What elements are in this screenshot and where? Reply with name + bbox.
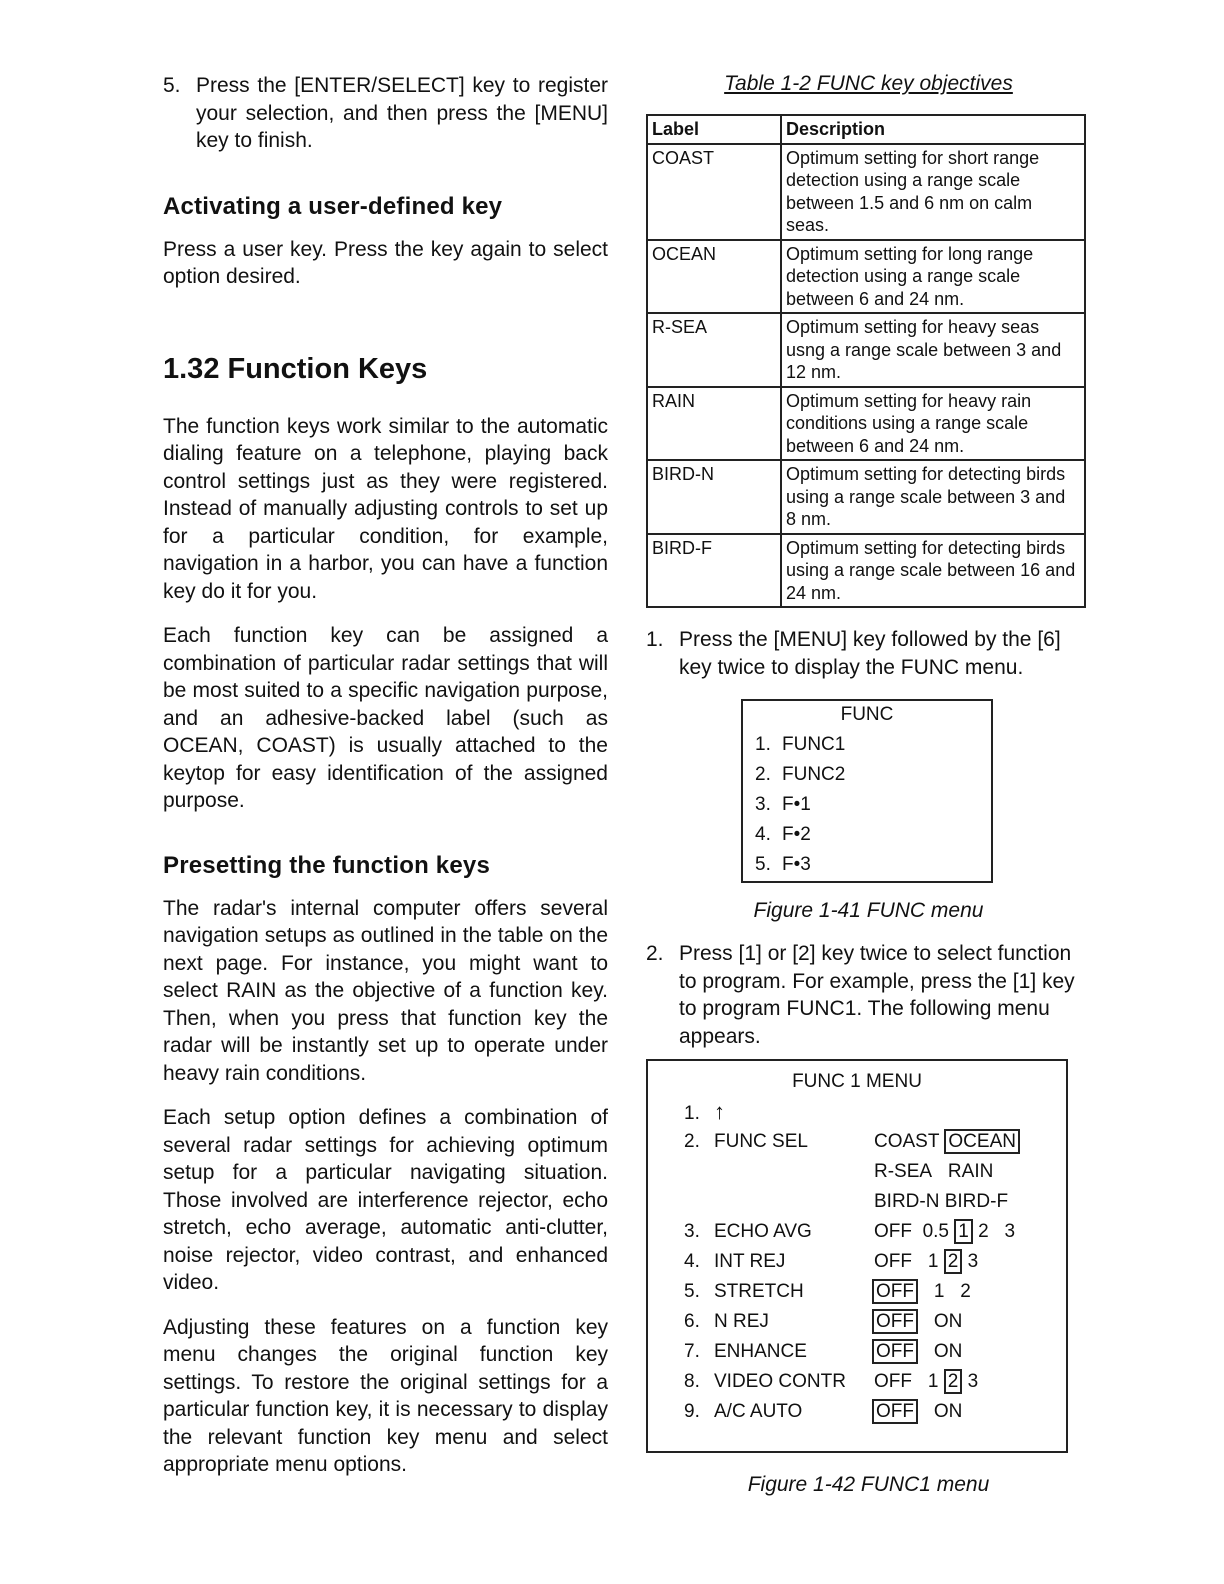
menu-item-label: N REJ — [714, 1311, 769, 1332]
table-cell-description: Optimum setting for heavy rain conditions using a range scale between 6 and 24 nm. — [781, 387, 1085, 461]
func-menu-item — [743, 760, 991, 790]
func-objectives-table — [646, 114, 1086, 608]
up-arrow-icon: ↑ — [714, 1099, 725, 1124]
menu-item-label: FUNC2 — [782, 764, 846, 785]
func1-menu-title: FUNC 1 MENU — [792, 1071, 922, 1092]
func-menu-item — [743, 730, 991, 760]
table-row — [647, 313, 1085, 387]
figure-42-caption: Figure 1-42 FUNC1 menu — [747, 1473, 990, 1496]
option-value: ON — [933, 1401, 963, 1422]
menu-item-number: 1. — [755, 734, 771, 755]
table-row — [647, 240, 1085, 314]
option-value: OFF — [874, 1251, 912, 1272]
step-number: 5. — [163, 74, 181, 97]
paragraph-restore-settings: Adjusting these features on a function key menu changes the original function key settings. To restore the original settings for a particular function key, it is necessary to display the relevant function key menu and select appropriate menu options. — [163, 1315, 608, 1476]
paragraph-user-key: Press a user key. Press the key again to select option desired. — [163, 237, 608, 288]
menu-item-label: INT REJ — [714, 1251, 786, 1272]
option-value: 1 — [927, 1251, 939, 1272]
option-value: COAST — [874, 1131, 940, 1152]
menu-item-number: 3. — [755, 794, 771, 815]
table-row — [647, 460, 1085, 534]
menu-item-label: F•1 — [782, 794, 811, 815]
func-menu-item — [743, 790, 991, 820]
table-cell-description: Optimum setting for short range detection using a range scale between 1.5 and 6 nm on calm seas. — [781, 144, 1085, 240]
figure-41-caption: Figure 1-41 FUNC menu — [753, 899, 984, 922]
table-cell-description: Optimum setting for detecting birds using a range scale between 16 and 24 nm. — [781, 534, 1085, 608]
table-cell-description: Optimum setting for heavy seas usng a range scale between 3 and 12 nm. — [781, 313, 1085, 387]
table-cell-label: COAST — [647, 144, 781, 240]
option-selected: 1 — [954, 1219, 973, 1244]
option-value: BIRD-F — [944, 1191, 1009, 1212]
option-value: 3 — [1004, 1221, 1016, 1242]
option-value: 3 — [967, 1251, 979, 1272]
menu-item-number: 4. — [684, 1251, 700, 1272]
heading-presetting: Presetting the function keys — [163, 851, 490, 879]
heading-activating-user-key: Activating a user-defined key — [163, 192, 503, 220]
option-value: OFF — [874, 1371, 912, 1392]
table-cell-label: BIRD-N — [647, 460, 781, 534]
step-text: Press the [MENU] key followed by the [6] key twice to display the FUNC menu. — [679, 628, 1061, 679]
table-header-label: Label — [647, 115, 781, 144]
func1-menu-row — [648, 1247, 1066, 1277]
step-number: 2. — [646, 942, 664, 965]
menu-item-label: STRETCH — [714, 1281, 804, 1302]
table-caption — [646, 72, 1091, 96]
func-menu-item — [743, 820, 991, 850]
menu-item-label: F•3 — [782, 854, 811, 875]
option-value: 1 — [933, 1281, 945, 1302]
menu-item-number: 2. — [755, 764, 771, 785]
step-5 — [163, 72, 608, 155]
step-text: Press [1] or [2] key twice to select function to program. For example, press the [1] key to program FUNC1. The following menu appears. — [679, 942, 1075, 1048]
table-row — [647, 144, 1085, 240]
option-value: R-SEA — [874, 1161, 933, 1182]
paragraph-preset-setups: The radar's internal computer offers several navigation setups as outlined in the table on the next page. For instance, you might want to select RAIN as the objective of a function key. Then, when you press that function key the radar will be instantly set up to operate under heavy rain conditions. — [163, 896, 608, 1085]
func-menu-item — [743, 850, 991, 880]
option-selected: 2 — [944, 1369, 963, 1394]
table-cell-label: RAIN — [647, 387, 781, 461]
menu-item-number: 4. — [755, 824, 771, 845]
option-selected: OCEAN — [944, 1129, 1020, 1154]
option-value: 2 — [960, 1281, 971, 1302]
func1-menu-row — [648, 1097, 1066, 1127]
menu-item-label: F•2 — [782, 824, 811, 845]
step-number: 1. — [646, 628, 664, 651]
table-cell-label: BIRD-F — [647, 534, 781, 608]
menu-item-label: FUNC1 — [782, 734, 846, 755]
table-cell-description: Optimum setting for detecting birds using a range scale between 3 and 8 nm. — [781, 460, 1085, 534]
option-value: 1 — [927, 1371, 939, 1392]
menu-item-number: 8. — [684, 1371, 700, 1392]
menu-item-label: FUNC SEL — [714, 1131, 808, 1152]
menu-item-number: 7. — [684, 1341, 700, 1362]
func1-menu-row — [648, 1307, 1066, 1337]
option-value: RAIN — [947, 1161, 994, 1182]
table-row — [647, 387, 1085, 461]
func1-menu-row — [648, 1397, 1066, 1427]
table-header-description: Description — [781, 115, 1085, 144]
paragraph-function-keys-assign: Each function key can be assigned a combination of particular radar settings that will be most suited to a specific navigation purpose, and an adhesive-backed label (such as OCEAN, COAST) is usually attached to the keytop for easy identification of the assigned purpose. — [163, 624, 608, 812]
option-selected: 2 — [944, 1249, 963, 1274]
option-value: OFF — [874, 1221, 912, 1242]
paragraph-setup-options: Each setup option defines a combination of several radar settings for achieving optimum setup for a particular navigating situation. Those involved are interference rejector, echo stretch, echo average, automatic anti-clutter, noise rejector, video contrast, and enhanced video. — [163, 1106, 608, 1294]
table-cell-label: OCEAN — [647, 240, 781, 314]
menu-item-label: ENHANCE — [714, 1341, 807, 1362]
option-selected: OFF — [872, 1309, 918, 1334]
table-row — [647, 534, 1085, 608]
menu-item-label: VIDEO CONTR — [714, 1371, 846, 1392]
left-column — [163, 72, 608, 1479]
func-menu-title: FUNC — [840, 704, 894, 725]
func1-menu-row — [648, 1277, 1066, 1307]
table-cell-description: Optimum setting for long range detection using a range scale between 6 and 24 nm. — [781, 240, 1085, 314]
table-header-row — [647, 115, 1085, 144]
step-1 — [646, 626, 1091, 681]
right-column — [646, 72, 1091, 1497]
paragraph-function-keys-intro: The function keys work similar to the automatic dialing feature on a telephone, playing back control settings just as they were registered. Instead of manually adjusting controls to set up for a particular condition, for example, navigation in a harbor, you can have a function key do it for you. — [163, 414, 608, 603]
option-selected: OFF — [872, 1279, 918, 1304]
step-2 — [646, 940, 1091, 1050]
menu-item-label: A/C AUTO — [714, 1401, 803, 1422]
menu-item-number: 5. — [684, 1281, 700, 1302]
func1-menu-row — [648, 1127, 1066, 1157]
menu-item-number: 6. — [684, 1311, 700, 1332]
option-value: BIRD-N — [874, 1191, 940, 1212]
table-cell-label: R-SEA — [647, 313, 781, 387]
section-title: 1.32 Function Keys — [163, 352, 428, 385]
menu-item-label: ECHO AVG — [714, 1221, 812, 1242]
menu-item-number: 1. — [684, 1103, 700, 1124]
option-selected: OFF — [872, 1339, 918, 1364]
func-menu-figure — [741, 699, 993, 883]
func1-menu-row — [648, 1217, 1066, 1247]
option-value: 0.5 — [922, 1221, 949, 1242]
func1-menu-row — [648, 1337, 1066, 1367]
option-value: 3 — [967, 1371, 979, 1392]
step-text: Press the [ENTER/SELECT] key to register your selection, and then press the [MENU] key to finish. — [196, 74, 608, 152]
menu-item-number: 9. — [684, 1401, 700, 1422]
option-value: ON — [933, 1341, 963, 1362]
func1-menu-row-continuation — [648, 1157, 1066, 1187]
menu-item-number: 5. — [755, 854, 771, 875]
option-value: 2 — [978, 1221, 989, 1242]
func1-menu-figure — [646, 1059, 1068, 1453]
func1-menu-row-continuation — [648, 1187, 1066, 1217]
table-caption-text: Table 1-2 FUNC key objectives — [724, 72, 1013, 95]
option-selected: OFF — [872, 1399, 918, 1424]
menu-item-number: 2. — [684, 1131, 700, 1152]
menu-item-number: 3. — [684, 1221, 700, 1242]
option-value: ON — [933, 1311, 963, 1332]
func1-menu-row — [648, 1367, 1066, 1397]
